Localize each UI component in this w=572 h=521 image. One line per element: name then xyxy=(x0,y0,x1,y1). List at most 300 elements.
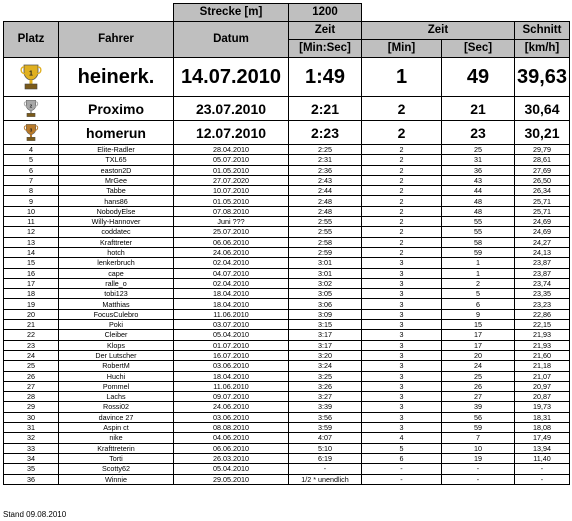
cell-rider: Aspin ct xyxy=(59,423,174,433)
cell-seconds: - xyxy=(442,474,515,484)
cell-minutes: 2 xyxy=(362,175,442,185)
cell-speed: 22,15 xyxy=(515,320,570,330)
cell-speed: 21,07 xyxy=(515,371,570,381)
cell-speed: 25,71 xyxy=(515,196,570,206)
cell-date: 01.05.2010 xyxy=(174,165,289,175)
cell-speed: 24,69 xyxy=(515,227,570,237)
cell-minutes: 3 xyxy=(362,289,442,299)
cell-time: 6:19 xyxy=(289,453,362,463)
cell-rider: tobi123 xyxy=(59,289,174,299)
cell-date: 10.07.2010 xyxy=(174,186,289,196)
podium-minutes: 2 xyxy=(362,97,442,121)
cell-place: 20 xyxy=(4,309,59,319)
cell-seconds: 55 xyxy=(442,217,515,227)
table-row xyxy=(4,361,570,371)
bronze-trophy-icon xyxy=(4,121,59,145)
cell-place: 33 xyxy=(4,443,59,453)
cell-date: 27.07.2020 xyxy=(174,175,289,185)
cell-place: 18 xyxy=(4,289,59,299)
cell-time: 2:36 xyxy=(289,165,362,175)
table-row xyxy=(4,453,570,463)
cell-date: 26.03.2010 xyxy=(174,453,289,463)
podium-seconds: 49 xyxy=(442,58,515,97)
table-row xyxy=(4,289,570,299)
cell-rider: Poki xyxy=(59,320,174,330)
cell-rider: RobertM xyxy=(59,361,174,371)
cell-speed: 23,74 xyxy=(515,278,570,288)
cell-seconds: 55 xyxy=(442,227,515,237)
cell-speed: 22,86 xyxy=(515,309,570,319)
cell-speed: 23,87 xyxy=(515,268,570,278)
cell-seconds: 2 xyxy=(442,278,515,288)
table-row xyxy=(4,237,570,247)
cell-date: 28.04.2010 xyxy=(174,145,289,155)
cell-seconds: 15 xyxy=(442,320,515,330)
cell-minutes: 3 xyxy=(362,350,442,360)
cell-speed: 21,60 xyxy=(515,350,570,360)
cell-rider: cape xyxy=(59,268,174,278)
cell-time: 3:25 xyxy=(289,371,362,381)
cell-place: 6 xyxy=(4,165,59,175)
table-row xyxy=(4,299,570,309)
svg-text:1: 1 xyxy=(29,70,33,78)
cell-seconds: 59 xyxy=(442,423,515,433)
cell-seconds: 5 xyxy=(442,289,515,299)
cell-time: 3:06 xyxy=(289,299,362,309)
svg-text:2: 2 xyxy=(29,104,33,110)
table-row xyxy=(4,196,570,206)
cell-speed: 17,49 xyxy=(515,433,570,443)
cell-rider: hotch xyxy=(59,247,174,257)
cell-rider: MrGee xyxy=(59,175,174,185)
cell-seconds: 24 xyxy=(442,361,515,371)
cell-minutes: 5 xyxy=(362,443,442,453)
podium-speed: 30,64 xyxy=(515,97,570,121)
cell-place: 14 xyxy=(4,247,59,257)
cell-rider: lenkerbruch xyxy=(59,258,174,268)
cell-speed: 24,69 xyxy=(515,217,570,227)
cell-minutes: 3 xyxy=(362,330,442,340)
cell-time: 3:17 xyxy=(289,330,362,340)
cell-place: 19 xyxy=(4,299,59,309)
cell-time: 3:01 xyxy=(289,258,362,268)
cell-minutes: 3 xyxy=(362,299,442,309)
table-row xyxy=(4,371,570,381)
cell-time: 2:55 xyxy=(289,227,362,237)
cell-seconds: 59 xyxy=(442,247,515,257)
cell-rider: FocusCulebro xyxy=(59,309,174,319)
cell-place: 10 xyxy=(4,206,59,216)
table-row xyxy=(4,186,570,196)
cell-minutes: - xyxy=(362,464,442,474)
header-datum: Datum xyxy=(174,22,289,58)
cell-speed: 23,23 xyxy=(515,299,570,309)
header-sec-unit: [Sec] xyxy=(442,40,515,58)
cell-minutes: 3 xyxy=(362,320,442,330)
cell-rider: coddatec xyxy=(59,227,174,237)
podium-row-3 xyxy=(4,121,570,145)
cell-time: 3:05 xyxy=(289,289,362,299)
table-row xyxy=(4,320,570,330)
table-row xyxy=(4,330,570,340)
cell-time: 3:24 xyxy=(289,361,362,371)
cell-speed: 21,18 xyxy=(515,361,570,371)
podium-minutes: 1 xyxy=(362,58,442,97)
cell-seconds: 25 xyxy=(442,145,515,155)
cell-seconds: 20 xyxy=(442,350,515,360)
cell-date: 25.07.2010 xyxy=(174,227,289,237)
cell-place: 23 xyxy=(4,340,59,350)
podium-date: 14.07.2010 xyxy=(174,58,289,97)
cell-minutes: 2 xyxy=(362,237,442,247)
cell-rider: Der Lutscher xyxy=(59,350,174,360)
cell-time: 2:58 xyxy=(289,237,362,247)
podium-time: 1:49 xyxy=(289,58,362,97)
cell-minutes: 6 xyxy=(362,453,442,463)
cell-rider: Torti xyxy=(59,453,174,463)
cell-date: 11.06.2010 xyxy=(174,381,289,391)
cell-date: 16.07.2010 xyxy=(174,350,289,360)
cell-seconds: 44 xyxy=(442,186,515,196)
podium-time: 2:21 xyxy=(289,97,362,121)
cell-time: 2:43 xyxy=(289,175,362,185)
cell-place: 34 xyxy=(4,453,59,463)
cell-place: 30 xyxy=(4,412,59,422)
cell-time: 3:17 xyxy=(289,340,362,350)
header-zeit-unit: [Min:Sec] xyxy=(289,40,362,58)
cell-date: 01.05.2010 xyxy=(174,196,289,206)
cell-place: 5 xyxy=(4,155,59,165)
cell-time: 2:48 xyxy=(289,206,362,216)
cell-place: 35 xyxy=(4,464,59,474)
cell-place: 12 xyxy=(4,227,59,237)
cell-seconds: 43 xyxy=(442,175,515,185)
cell-time: 3:59 xyxy=(289,423,362,433)
cell-place: 17 xyxy=(4,278,59,288)
cell-minutes: 2 xyxy=(362,165,442,175)
cell-place: 25 xyxy=(4,361,59,371)
cell-speed: 24,27 xyxy=(515,237,570,247)
cell-place: 36 xyxy=(4,474,59,484)
cell-date: 11.06.2010 xyxy=(174,309,289,319)
table-row xyxy=(4,155,570,165)
cell-minutes: 2 xyxy=(362,155,442,165)
cell-rider: Lachs xyxy=(59,392,174,402)
cell-date: 06.06.2010 xyxy=(174,443,289,453)
cell-seconds: 17 xyxy=(442,340,515,350)
cell-rider: hans86 xyxy=(59,196,174,206)
silver-trophy-icon xyxy=(4,97,59,121)
cell-date: 02.04.2010 xyxy=(174,258,289,268)
cell-time: 2:48 xyxy=(289,196,362,206)
cell-seconds: 17 xyxy=(442,330,515,340)
cell-date: 18.04.2010 xyxy=(174,289,289,299)
cell-speed: 19,73 xyxy=(515,402,570,412)
table-row xyxy=(4,217,570,227)
cell-seconds: 19 xyxy=(442,453,515,463)
cell-time: 2:31 xyxy=(289,155,362,165)
cell-rider: Elite-Radler xyxy=(59,145,174,155)
distance-label: Strecke [m] xyxy=(174,4,289,22)
table-row xyxy=(4,145,570,155)
cell-minutes: 3 xyxy=(362,309,442,319)
cell-seconds: 31 xyxy=(442,155,515,165)
cell-time: 2:55 xyxy=(289,217,362,227)
cell-seconds: 10 xyxy=(442,443,515,453)
cell-seconds: 39 xyxy=(442,402,515,412)
podium-rider: heinerk. xyxy=(59,58,174,97)
cell-date: 24.06.2010 xyxy=(174,247,289,257)
stand-date: Stand 09.08.2010 xyxy=(3,510,67,519)
cell-seconds: 1 xyxy=(442,268,515,278)
table-row xyxy=(4,206,570,216)
podium-rider: Proximo xyxy=(59,97,174,121)
distance-value: 1200 xyxy=(289,4,362,22)
cell-place: 27 xyxy=(4,381,59,391)
table-row xyxy=(4,340,570,350)
cell-place: 31 xyxy=(4,423,59,433)
podium-row-2 xyxy=(4,97,570,121)
cell-speed: 21,93 xyxy=(515,340,570,350)
table-row xyxy=(4,309,570,319)
header-zeit: Zeit xyxy=(289,22,362,40)
table-row xyxy=(4,474,570,484)
cell-time: 3:26 xyxy=(289,381,362,391)
header-fahrer: Fahrer xyxy=(59,22,174,58)
cell-time: 4:07 xyxy=(289,433,362,443)
header-platz: Platz xyxy=(4,22,59,58)
cell-speed: 21,93 xyxy=(515,330,570,340)
cell-seconds: 26 xyxy=(442,381,515,391)
cell-rider: Matthias xyxy=(59,299,174,309)
header-min-unit: [Min] xyxy=(362,40,442,58)
cell-speed: 24,13 xyxy=(515,247,570,257)
cell-date: 02.04.2010 xyxy=(174,278,289,288)
cell-rider: ralle_o xyxy=(59,278,174,288)
table-row xyxy=(4,412,570,422)
cell-speed: 23,87 xyxy=(515,258,570,268)
cell-time: 3:20 xyxy=(289,350,362,360)
cell-date: 05.04.2010 xyxy=(174,330,289,340)
cell-minutes: 2 xyxy=(362,206,442,216)
cell-time: 2:59 xyxy=(289,247,362,257)
header-schnitt-unit: [km/h] xyxy=(515,40,570,58)
cell-date: 06.06.2010 xyxy=(174,237,289,247)
cell-place: 9 xyxy=(4,196,59,206)
cell-date: 24.06.2010 xyxy=(174,402,289,412)
cell-place: 28 xyxy=(4,392,59,402)
cell-speed: 27,69 xyxy=(515,165,570,175)
podium-time: 2:23 xyxy=(289,121,362,145)
cell-date: Juni ??? xyxy=(174,217,289,227)
cell-date: 05.04.2010 xyxy=(174,464,289,474)
cell-minutes: 3 xyxy=(362,392,442,402)
cell-speed: 23,35 xyxy=(515,289,570,299)
cell-minutes: 3 xyxy=(362,278,442,288)
svg-text:3: 3 xyxy=(29,128,33,134)
cell-date: 05.07.2010 xyxy=(174,155,289,165)
cell-seconds: 9 xyxy=(442,309,515,319)
cell-seconds: 1 xyxy=(442,258,515,268)
podium-seconds: 21 xyxy=(442,97,515,121)
podium-speed: 39,63 xyxy=(515,58,570,97)
cell-place: 24 xyxy=(4,350,59,360)
table-row xyxy=(4,443,570,453)
podium-rider: homerun xyxy=(59,121,174,145)
header-schnitt: Schnitt xyxy=(515,22,570,40)
cell-speed: - xyxy=(515,474,570,484)
cell-seconds: 36 xyxy=(442,165,515,175)
podium-speed: 30,21 xyxy=(515,121,570,145)
cell-minutes: 2 xyxy=(362,186,442,196)
cell-date: 01.07.2010 xyxy=(174,340,289,350)
cell-time: 3:39 xyxy=(289,402,362,412)
cell-rider: Rossi02 xyxy=(59,402,174,412)
table-row xyxy=(4,278,570,288)
cell-date: 03.06.2010 xyxy=(174,412,289,422)
cell-date: 18.04.2010 xyxy=(174,371,289,381)
table-row xyxy=(4,392,570,402)
cell-speed: 18,31 xyxy=(515,412,570,422)
cell-time: 5:10 xyxy=(289,443,362,453)
cell-place: 21 xyxy=(4,320,59,330)
cell-place: 32 xyxy=(4,433,59,443)
cell-rider: Krafttreterin xyxy=(59,443,174,453)
cell-rider: Winnie xyxy=(59,474,174,484)
table-row xyxy=(4,268,570,278)
cell-minutes: 2 xyxy=(362,145,442,155)
cell-rider: Krafttreter xyxy=(59,237,174,247)
table-row xyxy=(4,350,570,360)
cell-seconds: 25 xyxy=(442,371,515,381)
table-row xyxy=(4,381,570,391)
cell-time: 2:25 xyxy=(289,145,362,155)
ranking-table xyxy=(3,3,570,485)
cell-rider: easton2D xyxy=(59,165,174,175)
cell-date: 04.06.2010 xyxy=(174,433,289,443)
cell-speed: 18,08 xyxy=(515,423,570,433)
cell-rider: Pommel xyxy=(59,381,174,391)
table-row xyxy=(4,433,570,443)
cell-minutes: 2 xyxy=(362,217,442,227)
cell-minutes: 3 xyxy=(362,423,442,433)
cell-time: 3:09 xyxy=(289,309,362,319)
cell-date: 08.08.2010 xyxy=(174,423,289,433)
cell-place: 16 xyxy=(4,268,59,278)
cell-place: 29 xyxy=(4,402,59,412)
cell-seconds: 58 xyxy=(442,237,515,247)
table-row xyxy=(4,247,570,257)
cell-time: 3:27 xyxy=(289,392,362,402)
podium-date: 12.07.2010 xyxy=(174,121,289,145)
cell-speed: 26,34 xyxy=(515,186,570,196)
cell-rider: nike xyxy=(59,433,174,443)
cell-minutes: 3 xyxy=(362,381,442,391)
cell-speed: 20,87 xyxy=(515,392,570,402)
cell-seconds: 7 xyxy=(442,433,515,443)
cell-minutes: 3 xyxy=(362,371,442,381)
cell-place: 26 xyxy=(4,371,59,381)
cell-date: 07.08.2010 xyxy=(174,206,289,216)
cell-place: 11 xyxy=(4,217,59,227)
cell-minutes: 3 xyxy=(362,268,442,278)
cell-rider: Huchi xyxy=(59,371,174,381)
cell-date: 03.06.2010 xyxy=(174,361,289,371)
cell-minutes: 3 xyxy=(362,361,442,371)
cell-minutes: 2 xyxy=(362,227,442,237)
cell-speed: 28,61 xyxy=(515,155,570,165)
podium-row-1 xyxy=(4,58,570,97)
cell-minutes: 2 xyxy=(362,196,442,206)
cell-time: 3:01 xyxy=(289,268,362,278)
cell-time: 1/2 * unendlich xyxy=(289,474,362,484)
cell-time: 3:15 xyxy=(289,320,362,330)
cell-rider: Scotty62 xyxy=(59,464,174,474)
gold-trophy-icon xyxy=(4,58,59,97)
cell-date: 18.04.2010 xyxy=(174,299,289,309)
cell-rider: Klops xyxy=(59,340,174,350)
cell-place: 13 xyxy=(4,237,59,247)
cell-date: 09.07.2010 xyxy=(174,392,289,402)
cell-seconds: 48 xyxy=(442,196,515,206)
cell-speed: 11,40 xyxy=(515,453,570,463)
cell-time: 2:44 xyxy=(289,186,362,196)
cell-place: 7 xyxy=(4,175,59,185)
cell-minutes: - xyxy=(362,474,442,484)
cell-rider: Willy-Hannover xyxy=(59,217,174,227)
cell-date: 03.07.2010 xyxy=(174,320,289,330)
podium-seconds: 23 xyxy=(442,121,515,145)
cell-seconds: 56 xyxy=(442,412,515,422)
table-row xyxy=(4,402,570,412)
cell-speed: 25,71 xyxy=(515,206,570,216)
cell-speed: - xyxy=(515,464,570,474)
table-row xyxy=(4,165,570,175)
cell-minutes: 3 xyxy=(362,402,442,412)
cell-seconds: 27 xyxy=(442,392,515,402)
cell-minutes: 2 xyxy=(362,247,442,257)
cell-speed: 29,79 xyxy=(515,145,570,155)
cell-rider: davince 27 xyxy=(59,412,174,422)
cell-seconds: 6 xyxy=(442,299,515,309)
table-row xyxy=(4,227,570,237)
distance-row xyxy=(4,4,570,22)
cell-time: 3:56 xyxy=(289,412,362,422)
header-row xyxy=(4,22,570,40)
cell-place: 8 xyxy=(4,186,59,196)
cell-time: - xyxy=(289,464,362,474)
cell-date: 29.05.2010 xyxy=(174,474,289,484)
cell-speed: 20,97 xyxy=(515,381,570,391)
cell-time: 3:02 xyxy=(289,278,362,288)
cell-speed: 26,50 xyxy=(515,175,570,185)
cell-place: 15 xyxy=(4,258,59,268)
table-row xyxy=(4,175,570,185)
podium-minutes: 2 xyxy=(362,121,442,145)
table-row xyxy=(4,464,570,474)
cell-seconds: - xyxy=(442,464,515,474)
cell-minutes: 3 xyxy=(362,412,442,422)
podium-date: 23.07.2010 xyxy=(174,97,289,121)
cell-rider: Cleiber xyxy=(59,330,174,340)
cell-date: 04.07.2010 xyxy=(174,268,289,278)
header-zeit-split: Zeit xyxy=(362,22,515,40)
cell-rider: Tabbe xyxy=(59,186,174,196)
cell-rider: NobodyElse xyxy=(59,206,174,216)
cell-minutes: 4 xyxy=(362,433,442,443)
cell-minutes: 3 xyxy=(362,258,442,268)
cell-place: 22 xyxy=(4,330,59,340)
